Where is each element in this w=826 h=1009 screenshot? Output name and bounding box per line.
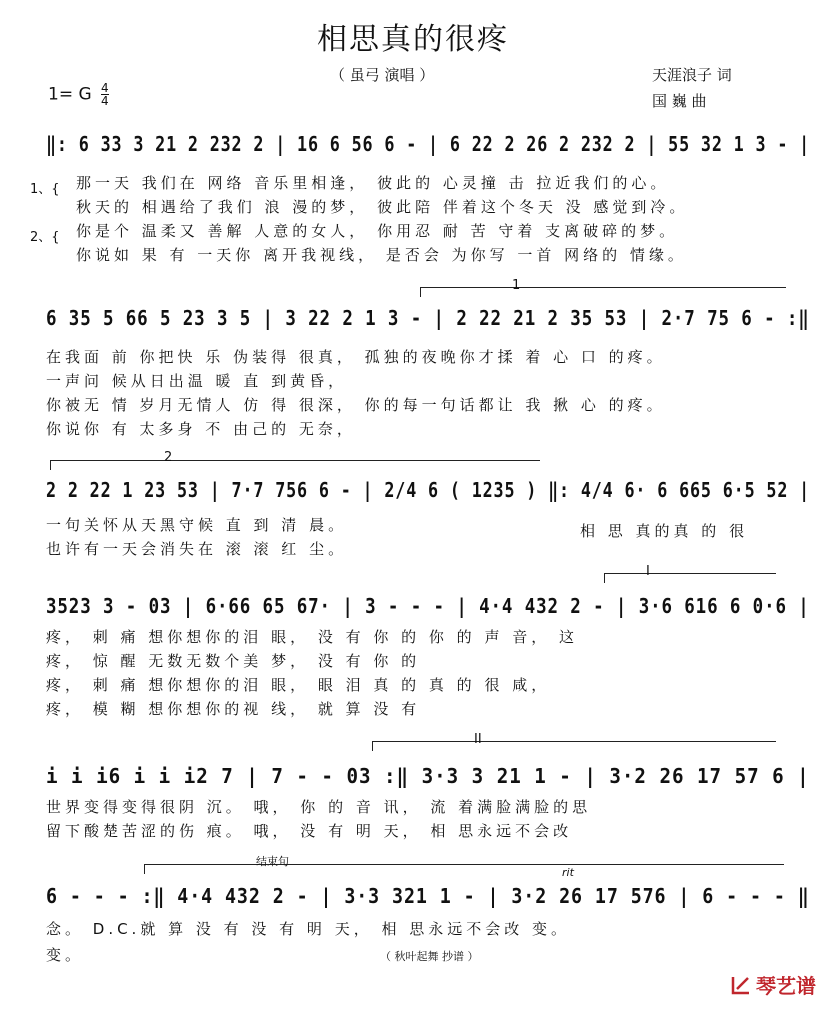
system-5-notes: i i i6 i i i2 7 | 7 - - 03 :‖ 3·3 3 21 1 - | 3·2 26 17 57 6 | xyxy=(46,764,810,788)
volta-I-line xyxy=(604,573,776,574)
system-1-notes: ‖: 6 33 3 21 2 232 2 | 16 6 56 6 - | 6 22 2 26 2 232 2 | 55 32 1 3 - | xyxy=(46,132,811,156)
system-6-lyric-2: 变。 xyxy=(46,946,85,964)
system-1-lyric-2: 秋天的 相遇给了我们 浪 漫的梦， 彼此陪 伴着这个冬天 没 感觉到冷。 xyxy=(76,198,689,216)
system-4-lyric-1: 疼， 刺 痛 想你想你的泪 眼， 没 有 你 的 你 的 声 音， 这 xyxy=(46,628,578,646)
transcriber-credit: （ 秋叶起舞 抄谱 ） xyxy=(380,950,479,963)
system-3-lyric-2: 也许有一天会消失在 滚 滚 红 尘。 xyxy=(46,540,348,558)
volta-II-line xyxy=(372,741,776,742)
composer-credit: 国 巍 曲 xyxy=(652,92,707,110)
time-sig-bottom: 4 xyxy=(101,94,109,108)
ending-label: 结束句 xyxy=(256,855,289,868)
logo-mark-icon xyxy=(730,974,752,996)
volta-1-line xyxy=(420,287,786,288)
system-1-lyric-3: 你是个 温柔又 善解 人意的女人， 你用忍 耐 苦 守着 支离破碎的梦。 xyxy=(76,222,679,240)
time-signature xyxy=(101,82,109,107)
volta-I-label: I xyxy=(646,564,650,579)
verse-label-2: 2、{ xyxy=(30,230,60,245)
key-signature xyxy=(48,82,109,107)
system-1-lyric-1: 那一天 我们在 网络 音乐里相逢， 彼此的 心灵撞 击 拉近我们的心。 xyxy=(76,174,670,192)
system-6-notes: 6 - - - :‖ 4·4 432 2 - | 3·3 321 1 - | 3·2 26 17 576 | 6 - - - ‖ xyxy=(46,884,810,908)
ending-tick xyxy=(144,864,145,874)
volta-2-label: 2 xyxy=(164,450,173,465)
ending-line xyxy=(144,864,784,865)
system-2-lyric-4: 你说你 有 太多身 不 由己的 无奈， xyxy=(46,420,356,438)
volta-2-line xyxy=(50,460,540,461)
rit-marking: rit xyxy=(562,866,574,879)
singer-credit: （ 虽弓 演唱 ） xyxy=(330,66,435,84)
time-sig-top: 4 xyxy=(101,81,109,95)
volta-I-tick xyxy=(604,573,605,583)
system-3-notes: 2 2 22 1 23 53 | 7·7 756 6 - | 2/4 6 ( 1235 ) ‖: 4/4 6· 6 665 6·5 52 | xyxy=(46,478,811,502)
system-4-notes: 3523 3 - 03 | 6·66 65 67· | 3 - - - | 4·4 432 2 - | 3·6 616 6 0·6 | xyxy=(46,594,810,618)
site-logo xyxy=(730,970,816,999)
system-3-side-lyric: 相 思 真的真 的 很 xyxy=(580,522,749,540)
system-6-lyric-1: 念。 D.C.就 算 没 有 没 有 明 天， 相 思永远不会改 变。 xyxy=(46,920,571,938)
volta-1-label: 1 xyxy=(512,278,521,293)
volta-1-tick xyxy=(420,287,421,297)
system-2-notes: 6 35 5 66 5 23 3 5 | 3 22 2 1 3 - | 2 22 21 2 35 53 | 2·7 75 6 - :‖ xyxy=(46,306,810,330)
logo-text: 琴艺谱 xyxy=(756,974,816,998)
lyricist-credit: 天涯浪子 词 xyxy=(652,66,732,84)
system-4-lyric-2: 疼， 惊 醒 无数无数个美 梦， 没 有 你 的 xyxy=(46,652,421,670)
system-2-lyric-1: 在我面 前 你把快 乐 伪装得 很真， 孤独的夜晚你才揉 着 心 口 的疼。 xyxy=(46,348,666,366)
system-3-lyric-1: 一句关怀从天黑守候 直 到 清 晨。 xyxy=(46,516,348,534)
volta-2-tick xyxy=(50,460,51,470)
verse-label-1: 1、{ xyxy=(30,182,60,197)
key-label: 1= G xyxy=(48,84,92,105)
system-5-lyric-1: 世界变得变得很阴 沉。 哦， 你 的 音 讯， 流 着满脸满脸的思 xyxy=(46,798,592,816)
system-5-lyric-2: 留下酸楚苦涩的伤 痕。 哦， 没 有 明 天， 相 思永远不会改 xyxy=(46,822,573,840)
system-2-lyric-3: 你被无 情 岁月无情人 仿 得 很深， 你的每一句话都让 我 揪 心 的疼。 xyxy=(46,396,666,414)
song-title: 相思真的很疼 xyxy=(317,22,509,57)
system-1-lyric-4: 你说如 果 有 一天你 离开我视线， 是否会 为你写 一首 网络的 情缘。 xyxy=(76,246,687,264)
system-2-lyric-2: 一声问 候从日出温 暖 直 到黄昏， xyxy=(46,372,348,390)
volta-II-tick xyxy=(372,741,373,751)
system-4-lyric-4: 疼， 模 糊 想你想你的视 线， 就 算 没 有 xyxy=(46,700,421,718)
volta-II-label: II xyxy=(474,732,482,747)
system-4-lyric-3: 疼， 刺 痛 想你想你的泪 眼， 眼 泪 真 的 真 的 很 咸， xyxy=(46,676,551,694)
